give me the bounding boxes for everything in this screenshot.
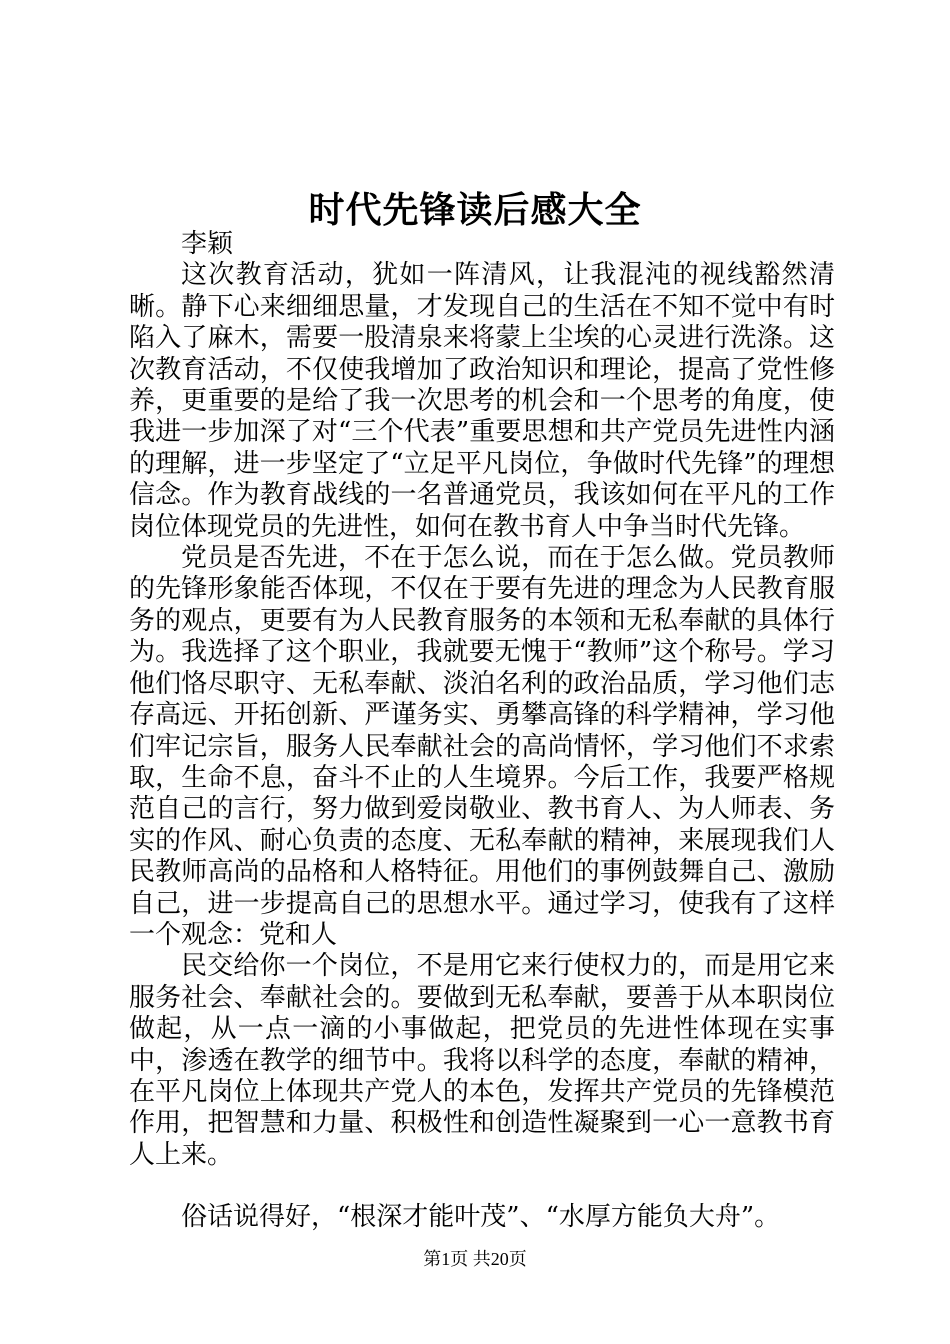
author-name: 李颖 bbox=[181, 229, 234, 259]
paragraph-2: 党员是否先进，不在于怎么说，而在于怎么做。党员教师的先锋形象能否体现，不仅在于要有先进的理念为人民教育服务的观点，更要有为人民教育服务的本领和无私奉献的具体行为。我选择了这个职业，我就要无愧于“教师”这个称号。学习他们恪尽职守、无私奉献、淡泊名利的政治品质，学习他们志存高远、开拓创新、严谨务实、勇攀高锋的科学精神，学习他们牢记宗旨，服务人民奉献社会的高尚情怀，学习他们不求索取，生命不息，奋斗不止的人生境界。今后工作，我要严格规范自己的言行，努力做到爱岗敬业、教书育人、为人师表、务实的作风、耐心负责的态度、无私奉献的精神，来展现我们人民教师高尚的品格和人格特征。用他们的事例鼓舞自己、激励自己，进一步提高自己的思想水平。通过学习，使我有了这样一个观念：党和人 bbox=[129, 543, 835, 950]
document-body bbox=[129, 229, 835, 1234]
paragraph-3: 民交给你一个岗位，不是用它来行使权力的，而是用它来服务社会、奉献社会的。要做到无私奉献，要善于从本职岗位做起，从一点一滴的小事做起，把党员的先进性体现在实事中，渗透在教学的细节中。我将以科学的态度，奉献的精神，在平凡岗位上体现共产党人的本色，发挥共产党员的先锋模范作用，把智慧和力量、积极性和创造性凝聚到一心一意教书育人上来。 bbox=[129, 951, 835, 1170]
document-title: 时代先锋读后感大全 bbox=[308, 189, 642, 231]
page-number-footer: 第1页 共20页 bbox=[423, 1249, 527, 1269]
paragraph-1: 这次教育活动，犹如一阵清风，让我混沌的视线豁然清晰。静下心来细细思量，才发现自己的生活在不知不觉中有时陷入了麻木，需要一股清泉来将蒙上尘埃的心灵进行洗涤。这次教育活动，不仅使我增加了政治知识和理论，提高了党性修养，更重要的是给了我一次思考的机会和一个思考的角度，使我进一步加深了对“三个代表”重要思想和共产党员先进性内涵的理解，进一步坚定了“立足平凡岗位，争做时代先锋”的理想信念。作为教育战线的一名普通党员，我该如何在平凡的工作岗位体现党员的先进性，如何在教书育人中争当时代先锋。 bbox=[129, 260, 835, 542]
paragraph-4: 俗话说得好，“根深才能叶茂”、“水厚方能负大舟”。 bbox=[181, 1202, 781, 1233]
